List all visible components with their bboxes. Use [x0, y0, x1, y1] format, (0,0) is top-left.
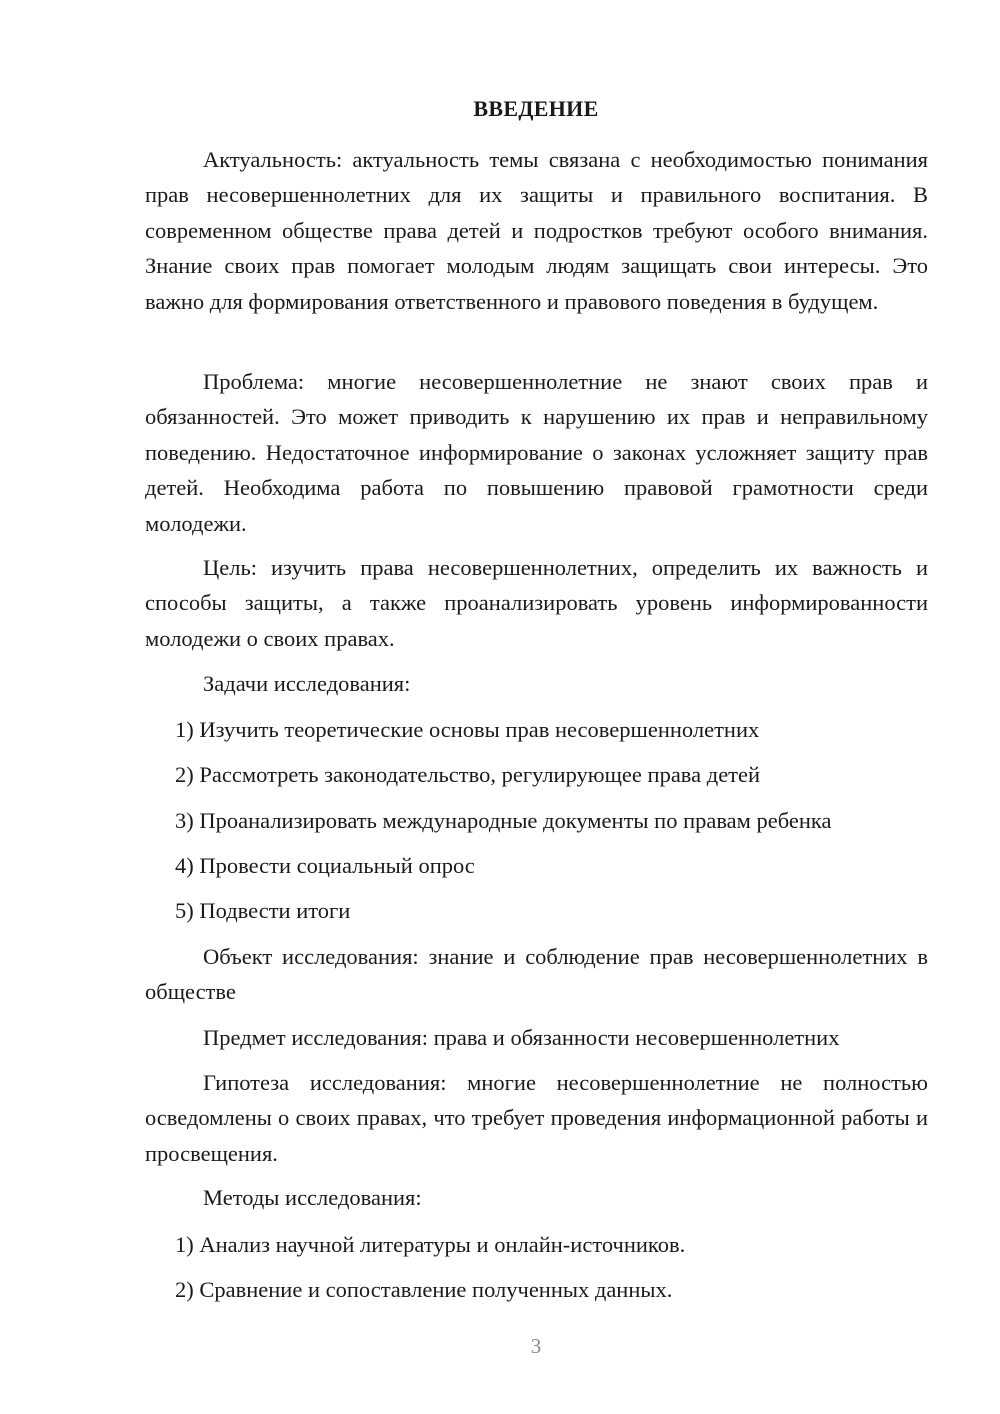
page-number: 3: [530, 1334, 542, 1358]
subject-paragraph: Предмет исследования: права и обязанности несовершеннолетних: [203, 1025, 840, 1050]
methods-heading: Методы исследования:: [203, 1185, 422, 1210]
hypothesis-paragraph: Гипотеза исследования: многие несовершеннолетние не полностью осведомлены о своих правах, что требует проведения информационной работы и просвещения.: [145, 1070, 928, 1166]
task-item: 4) Провести социальный опрос: [175, 853, 475, 878]
task-item: 3) Проанализировать международные документы по правам ребенка: [175, 808, 832, 833]
relevance-paragraph: Актуальность: актуальность темы связана с необходимостью понимания прав несовершеннолетних для их защиты и правильного воспитания. В современном обществе права детей и подростков требуют особого внимания. Знание своих прав помогает молодым людям защищать свои интересы. Это важно для формирования ответственного и правового поведения в будущем.: [145, 147, 928, 314]
problem-paragraph: Проблема: многие несовершеннолетние не знают своих прав и обязанностей. Это может приводить к нарушению их прав и неправильному поведению. Недостаточное информирование о законах усложняет защиту прав детей. Необходима работа по повышению правовой грамотности среди молодежи.: [145, 369, 928, 536]
goal-paragraph: Цель: изучить права несовершеннолетних, определить их важность и способы защиты, а также проанализировать уровень информированности молодежи о своих правах.: [145, 555, 928, 651]
method-item: 1) Анализ научной литературы и онлайн-источников.: [175, 1232, 686, 1257]
task-item: 5) Подвести итоги: [175, 898, 351, 923]
method-item: 2) Сравнение и сопоставление полученных данных.: [175, 1277, 673, 1302]
page-title: ВВЕДЕНИЕ: [473, 96, 599, 121]
task-item: 1) Изучить теоретические основы прав несовершеннолетних: [175, 717, 760, 742]
tasks-heading: Задачи исследования:: [203, 671, 411, 696]
object-paragraph: Объект исследования: знание и соблюдение прав несовершеннолетних в обществе: [145, 944, 928, 1005]
task-item: 2) Рассмотреть законодательство, регулирующее права детей: [175, 762, 761, 787]
